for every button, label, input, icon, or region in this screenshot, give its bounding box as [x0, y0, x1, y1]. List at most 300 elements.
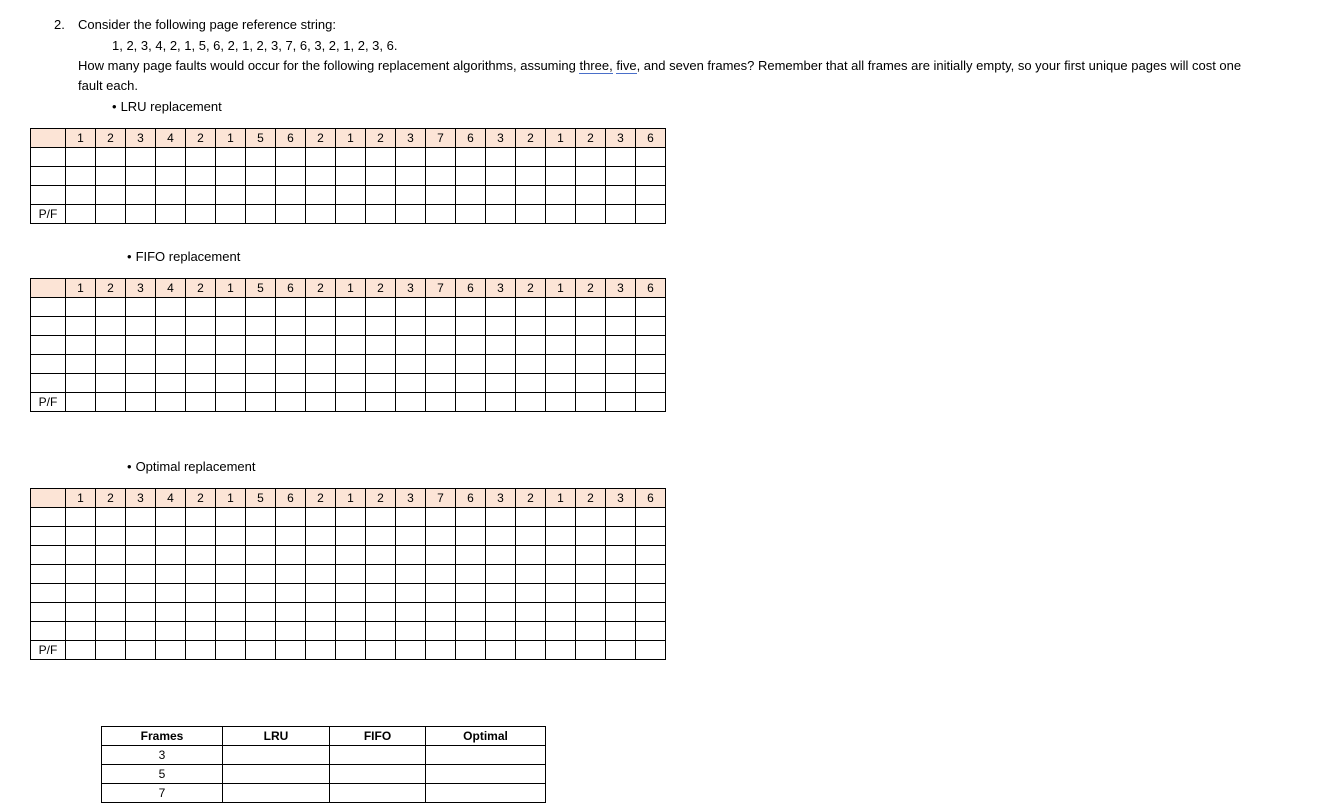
- frame-cell[interactable]: [66, 622, 96, 641]
- frame-cell[interactable]: [576, 565, 606, 584]
- frame-cell[interactable]: [216, 622, 246, 641]
- frame-cell[interactable]: [66, 148, 96, 167]
- frame-cell[interactable]: [126, 374, 156, 393]
- frame-cell[interactable]: [516, 148, 546, 167]
- frame-cell[interactable]: [426, 508, 456, 527]
- frame-cell[interactable]: [456, 584, 486, 603]
- frame-cell[interactable]: [516, 317, 546, 336]
- frame-cell[interactable]: [276, 508, 306, 527]
- frame-cell[interactable]: [396, 374, 426, 393]
- frame-cell[interactable]: [636, 527, 666, 546]
- frame-cell[interactable]: [306, 603, 336, 622]
- frame-cell[interactable]: [546, 565, 576, 584]
- frame-cell[interactable]: [336, 336, 366, 355]
- frame-cell[interactable]: [186, 565, 216, 584]
- pf-cell[interactable]: [306, 205, 336, 224]
- frame-cell[interactable]: [576, 317, 606, 336]
- frame-cell[interactable]: [546, 317, 576, 336]
- frame-cell[interactable]: [636, 584, 666, 603]
- frame-cell[interactable]: [66, 546, 96, 565]
- frame-cell[interactable]: [306, 527, 336, 546]
- frame-cell[interactable]: [516, 167, 546, 186]
- frame-cell[interactable]: [336, 355, 366, 374]
- answer-cell[interactable]: [223, 746, 330, 765]
- frame-cell[interactable]: [546, 167, 576, 186]
- frame-cell[interactable]: [126, 565, 156, 584]
- frame-cell[interactable]: [366, 167, 396, 186]
- frame-cell[interactable]: [576, 603, 606, 622]
- frame-cell[interactable]: [156, 317, 186, 336]
- frame-cell[interactable]: [576, 298, 606, 317]
- frame-cell[interactable]: [366, 148, 396, 167]
- frame-cell[interactable]: [426, 167, 456, 186]
- frame-cell[interactable]: [366, 317, 396, 336]
- frame-cell[interactable]: [126, 508, 156, 527]
- pf-cell[interactable]: [426, 641, 456, 660]
- pf-cell[interactable]: [186, 205, 216, 224]
- frame-cell[interactable]: [216, 527, 246, 546]
- frame-cell[interactable]: [336, 584, 366, 603]
- frame-cell[interactable]: [516, 374, 546, 393]
- frame-cell[interactable]: [366, 546, 396, 565]
- frame-cell[interactable]: [246, 603, 276, 622]
- frame-cell[interactable]: [396, 355, 426, 374]
- frame-cell[interactable]: [546, 186, 576, 205]
- frame-cell[interactable]: [606, 508, 636, 527]
- pf-cell[interactable]: [96, 393, 126, 412]
- frame-cell[interactable]: [516, 298, 546, 317]
- frame-cell[interactable]: [96, 527, 126, 546]
- frame-cell[interactable]: [66, 298, 96, 317]
- frame-cell[interactable]: [156, 374, 186, 393]
- frame-cell[interactable]: [96, 167, 126, 186]
- frame-cell[interactable]: [246, 565, 276, 584]
- pf-cell[interactable]: [576, 205, 606, 224]
- frame-cell[interactable]: [96, 546, 126, 565]
- frame-cell[interactable]: [456, 148, 486, 167]
- frame-cell[interactable]: [126, 298, 156, 317]
- frame-cell[interactable]: [276, 622, 306, 641]
- frame-cell[interactable]: [216, 148, 246, 167]
- frame-cell[interactable]: [216, 603, 246, 622]
- pf-cell[interactable]: [576, 393, 606, 412]
- frame-cell[interactable]: [426, 186, 456, 205]
- frame-cell[interactable]: [216, 565, 246, 584]
- frame-cell[interactable]: [396, 336, 426, 355]
- frame-cell[interactable]: [246, 527, 276, 546]
- frame-cell[interactable]: [636, 565, 666, 584]
- frame-cell[interactable]: [486, 148, 516, 167]
- frame-cell[interactable]: [486, 374, 516, 393]
- frame-cell[interactable]: [396, 148, 426, 167]
- frame-cell[interactable]: [186, 622, 216, 641]
- frame-cell[interactable]: [636, 186, 666, 205]
- frame-cell[interactable]: [96, 508, 126, 527]
- frame-cell[interactable]: [366, 374, 396, 393]
- frame-cell[interactable]: [606, 317, 636, 336]
- frame-cell[interactable]: [606, 584, 636, 603]
- frame-cell[interactable]: [486, 527, 516, 546]
- pf-cell[interactable]: [516, 205, 546, 224]
- frame-cell[interactable]: [306, 546, 336, 565]
- frame-cell[interactable]: [306, 584, 336, 603]
- pf-cell[interactable]: [396, 393, 426, 412]
- pf-cell[interactable]: [516, 393, 546, 412]
- pf-cell[interactable]: [216, 393, 246, 412]
- frame-cell[interactable]: [96, 336, 126, 355]
- frame-cell[interactable]: [636, 546, 666, 565]
- frame-cell[interactable]: [606, 603, 636, 622]
- frame-cell[interactable]: [276, 565, 306, 584]
- frame-cell[interactable]: [276, 355, 306, 374]
- pf-cell[interactable]: [246, 641, 276, 660]
- pf-cell[interactable]: [276, 641, 306, 660]
- frame-cell[interactable]: [306, 355, 336, 374]
- frame-cell[interactable]: [546, 355, 576, 374]
- frame-cell[interactable]: [126, 603, 156, 622]
- pf-cell[interactable]: [426, 205, 456, 224]
- frame-cell[interactable]: [396, 546, 426, 565]
- pf-cell[interactable]: [486, 641, 516, 660]
- frame-cell[interactable]: [576, 186, 606, 205]
- frame-cell[interactable]: [606, 355, 636, 374]
- frame-cell[interactable]: [486, 317, 516, 336]
- frame-cell[interactable]: [156, 186, 186, 205]
- frame-cell[interactable]: [276, 374, 306, 393]
- frame-cell[interactable]: [546, 148, 576, 167]
- frame-cell[interactable]: [276, 527, 306, 546]
- frame-cell[interactable]: [516, 508, 546, 527]
- frame-cell[interactable]: [486, 186, 516, 205]
- pf-cell[interactable]: [216, 205, 246, 224]
- pf-cell[interactable]: [366, 641, 396, 660]
- frame-cell[interactable]: [246, 336, 276, 355]
- frame-cell[interactable]: [486, 336, 516, 355]
- frame-cell[interactable]: [246, 622, 276, 641]
- pf-cell[interactable]: [276, 393, 306, 412]
- frame-cell[interactable]: [156, 546, 186, 565]
- frame-cell[interactable]: [396, 565, 426, 584]
- frame-cell[interactable]: [366, 622, 396, 641]
- pf-cell[interactable]: [606, 393, 636, 412]
- frame-cell[interactable]: [216, 186, 246, 205]
- frame-cell[interactable]: [66, 167, 96, 186]
- frame-cell[interactable]: [66, 565, 96, 584]
- frame-cell[interactable]: [336, 546, 366, 565]
- frame-cell[interactable]: [126, 336, 156, 355]
- frame-cell[interactable]: [216, 298, 246, 317]
- frame-cell[interactable]: [486, 565, 516, 584]
- frame-cell[interactable]: [546, 508, 576, 527]
- frame-cell[interactable]: [96, 622, 126, 641]
- frame-cell[interactable]: [186, 167, 216, 186]
- frame-cell[interactable]: [426, 336, 456, 355]
- frame-cell[interactable]: [606, 336, 636, 355]
- pf-cell[interactable]: [366, 205, 396, 224]
- frame-cell[interactable]: [456, 622, 486, 641]
- frame-cell[interactable]: [246, 584, 276, 603]
- frame-cell[interactable]: [456, 186, 486, 205]
- frame-cell[interactable]: [606, 546, 636, 565]
- frame-cell[interactable]: [216, 317, 246, 336]
- frame-cell[interactable]: [186, 508, 216, 527]
- frame-cell[interactable]: [606, 167, 636, 186]
- frame-cell[interactable]: [456, 336, 486, 355]
- pf-cell[interactable]: [306, 641, 336, 660]
- frame-cell[interactable]: [156, 584, 186, 603]
- frame-cell[interactable]: [546, 603, 576, 622]
- frame-cell[interactable]: [426, 584, 456, 603]
- frame-cell[interactable]: [486, 603, 516, 622]
- frame-cell[interactable]: [126, 527, 156, 546]
- frame-cell[interactable]: [546, 546, 576, 565]
- frame-cell[interactable]: [306, 298, 336, 317]
- frame-cell[interactable]: [336, 565, 366, 584]
- frame-cell[interactable]: [576, 508, 606, 527]
- frame-cell[interactable]: [66, 527, 96, 546]
- pf-cell[interactable]: [336, 641, 366, 660]
- pf-cell[interactable]: [126, 393, 156, 412]
- frame-cell[interactable]: [636, 603, 666, 622]
- frame-cell[interactable]: [276, 317, 306, 336]
- frame-cell[interactable]: [606, 527, 636, 546]
- frame-cell[interactable]: [96, 148, 126, 167]
- frame-cell[interactable]: [456, 603, 486, 622]
- frame-cell[interactable]: [96, 186, 126, 205]
- pf-cell[interactable]: [156, 393, 186, 412]
- frame-cell[interactable]: [156, 298, 186, 317]
- frame-cell[interactable]: [426, 546, 456, 565]
- pf-cell[interactable]: [606, 205, 636, 224]
- frame-cell[interactable]: [156, 603, 186, 622]
- frame-cell[interactable]: [156, 336, 186, 355]
- frame-cell[interactable]: [306, 186, 336, 205]
- frame-cell[interactable]: [186, 317, 216, 336]
- frame-cell[interactable]: [246, 317, 276, 336]
- frame-cell[interactable]: [486, 508, 516, 527]
- frame-cell[interactable]: [276, 603, 306, 622]
- frame-cell[interactable]: [246, 148, 276, 167]
- frame-cell[interactable]: [516, 622, 546, 641]
- frame-cell[interactable]: [606, 374, 636, 393]
- frame-cell[interactable]: [66, 355, 96, 374]
- frame-cell[interactable]: [546, 374, 576, 393]
- pf-cell[interactable]: [306, 393, 336, 412]
- frame-cell[interactable]: [186, 584, 216, 603]
- frame-cell[interactable]: [186, 298, 216, 317]
- pf-cell[interactable]: [366, 393, 396, 412]
- frame-cell[interactable]: [576, 546, 606, 565]
- frame-cell[interactable]: [186, 374, 216, 393]
- frame-cell[interactable]: [366, 355, 396, 374]
- frame-cell[interactable]: [396, 298, 426, 317]
- frame-cell[interactable]: [276, 148, 306, 167]
- frame-cell[interactable]: [276, 167, 306, 186]
- frame-cell[interactable]: [456, 298, 486, 317]
- frame-cell[interactable]: [456, 167, 486, 186]
- pf-cell[interactable]: [516, 641, 546, 660]
- answer-cell[interactable]: [223, 784, 330, 803]
- frame-cell[interactable]: [426, 527, 456, 546]
- frame-cell[interactable]: [336, 603, 366, 622]
- frame-cell[interactable]: [546, 622, 576, 641]
- frame-cell[interactable]: [246, 374, 276, 393]
- frame-cell[interactable]: [246, 508, 276, 527]
- frame-cell[interactable]: [186, 186, 216, 205]
- frame-cell[interactable]: [66, 336, 96, 355]
- frame-cell[interactable]: [96, 355, 126, 374]
- frame-cell[interactable]: [486, 298, 516, 317]
- frame-cell[interactable]: [426, 317, 456, 336]
- pf-cell[interactable]: [486, 393, 516, 412]
- pf-cell[interactable]: [156, 641, 186, 660]
- frame-cell[interactable]: [306, 565, 336, 584]
- pf-cell[interactable]: [126, 641, 156, 660]
- frame-cell[interactable]: [276, 186, 306, 205]
- frame-cell[interactable]: [66, 508, 96, 527]
- pf-cell[interactable]: [246, 393, 276, 412]
- pf-cell[interactable]: [156, 205, 186, 224]
- frame-cell[interactable]: [126, 355, 156, 374]
- frame-cell[interactable]: [156, 355, 186, 374]
- frame-cell[interactable]: [396, 527, 426, 546]
- frame-cell[interactable]: [606, 565, 636, 584]
- frame-cell[interactable]: [336, 527, 366, 546]
- answer-cell[interactable]: [223, 765, 330, 784]
- frame-cell[interactable]: [66, 374, 96, 393]
- frame-cell[interactable]: [426, 603, 456, 622]
- frame-cell[interactable]: [156, 622, 186, 641]
- frame-cell[interactable]: [156, 508, 186, 527]
- frame-cell[interactable]: [456, 565, 486, 584]
- frame-cell[interactable]: [516, 546, 546, 565]
- frame-cell[interactable]: [366, 565, 396, 584]
- frame-cell[interactable]: [216, 167, 246, 186]
- frame-cell[interactable]: [306, 148, 336, 167]
- frame-cell[interactable]: [186, 336, 216, 355]
- frame-cell[interactable]: [636, 355, 666, 374]
- frame-cell[interactable]: [126, 622, 156, 641]
- pf-cell[interactable]: [606, 641, 636, 660]
- frame-cell[interactable]: [366, 508, 396, 527]
- frame-cell[interactable]: [66, 584, 96, 603]
- frame-cell[interactable]: [576, 374, 606, 393]
- frame-cell[interactable]: [486, 622, 516, 641]
- frame-cell[interactable]: [306, 622, 336, 641]
- frame-cell[interactable]: [216, 355, 246, 374]
- frame-cell[interactable]: [306, 167, 336, 186]
- frame-cell[interactable]: [546, 527, 576, 546]
- frame-cell[interactable]: [336, 622, 366, 641]
- frame-cell[interactable]: [636, 374, 666, 393]
- pf-cell[interactable]: [636, 641, 666, 660]
- pf-cell[interactable]: [96, 205, 126, 224]
- frame-cell[interactable]: [246, 355, 276, 374]
- frame-cell[interactable]: [156, 527, 186, 546]
- frame-cell[interactable]: [576, 148, 606, 167]
- frame-cell[interactable]: [456, 546, 486, 565]
- frame-cell[interactable]: [546, 584, 576, 603]
- pf-cell[interactable]: [66, 205, 96, 224]
- pf-cell[interactable]: [636, 205, 666, 224]
- frame-cell[interactable]: [336, 167, 366, 186]
- pf-cell[interactable]: [576, 641, 606, 660]
- frame-cell[interactable]: [276, 546, 306, 565]
- answer-cell[interactable]: [330, 765, 426, 784]
- frame-cell[interactable]: [186, 603, 216, 622]
- pf-cell[interactable]: [456, 393, 486, 412]
- frame-cell[interactable]: [636, 508, 666, 527]
- frame-cell[interactable]: [66, 186, 96, 205]
- frame-cell[interactable]: [366, 298, 396, 317]
- pf-cell[interactable]: [546, 393, 576, 412]
- frame-cell[interactable]: [636, 622, 666, 641]
- frame-cell[interactable]: [276, 584, 306, 603]
- frame-cell[interactable]: [486, 546, 516, 565]
- frame-cell[interactable]: [396, 186, 426, 205]
- frame-cell[interactable]: [366, 336, 396, 355]
- frame-cell[interactable]: [366, 186, 396, 205]
- frame-cell[interactable]: [276, 336, 306, 355]
- frame-cell[interactable]: [366, 527, 396, 546]
- pf-cell[interactable]: [276, 205, 306, 224]
- pf-cell[interactable]: [216, 641, 246, 660]
- frame-cell[interactable]: [336, 317, 366, 336]
- frame-cell[interactable]: [306, 317, 336, 336]
- frame-cell[interactable]: [306, 508, 336, 527]
- frame-cell[interactable]: [66, 317, 96, 336]
- frame-cell[interactable]: [246, 167, 276, 186]
- frame-cell[interactable]: [516, 565, 546, 584]
- frame-cell[interactable]: [546, 298, 576, 317]
- frame-cell[interactable]: [606, 298, 636, 317]
- pf-cell[interactable]: [546, 205, 576, 224]
- frame-cell[interactable]: [96, 584, 126, 603]
- frame-cell[interactable]: [96, 374, 126, 393]
- pf-cell[interactable]: [66, 641, 96, 660]
- frame-cell[interactable]: [96, 317, 126, 336]
- frame-cell[interactable]: [246, 186, 276, 205]
- frame-cell[interactable]: [186, 527, 216, 546]
- pf-cell[interactable]: [486, 205, 516, 224]
- pf-cell[interactable]: [426, 393, 456, 412]
- frame-cell[interactable]: [426, 374, 456, 393]
- frame-cell[interactable]: [426, 565, 456, 584]
- pf-cell[interactable]: [186, 393, 216, 412]
- frame-cell[interactable]: [456, 374, 486, 393]
- pf-cell[interactable]: [246, 205, 276, 224]
- frame-cell[interactable]: [336, 508, 366, 527]
- frame-cell[interactable]: [426, 298, 456, 317]
- frame-cell[interactable]: [606, 186, 636, 205]
- frame-cell[interactable]: [636, 148, 666, 167]
- frame-cell[interactable]: [96, 298, 126, 317]
- frame-cell[interactable]: [246, 298, 276, 317]
- frame-cell[interactable]: [216, 546, 246, 565]
- frame-cell[interactable]: [576, 355, 606, 374]
- frame-cell[interactable]: [216, 336, 246, 355]
- frame-cell[interactable]: [126, 546, 156, 565]
- frame-cell[interactable]: [576, 336, 606, 355]
- frame-cell[interactable]: [486, 355, 516, 374]
- pf-cell[interactable]: [186, 641, 216, 660]
- frame-cell[interactable]: [366, 584, 396, 603]
- frame-cell[interactable]: [126, 317, 156, 336]
- frame-cell[interactable]: [216, 508, 246, 527]
- frame-cell[interactable]: [636, 167, 666, 186]
- answer-cell[interactable]: [330, 746, 426, 765]
- frame-cell[interactable]: [396, 317, 426, 336]
